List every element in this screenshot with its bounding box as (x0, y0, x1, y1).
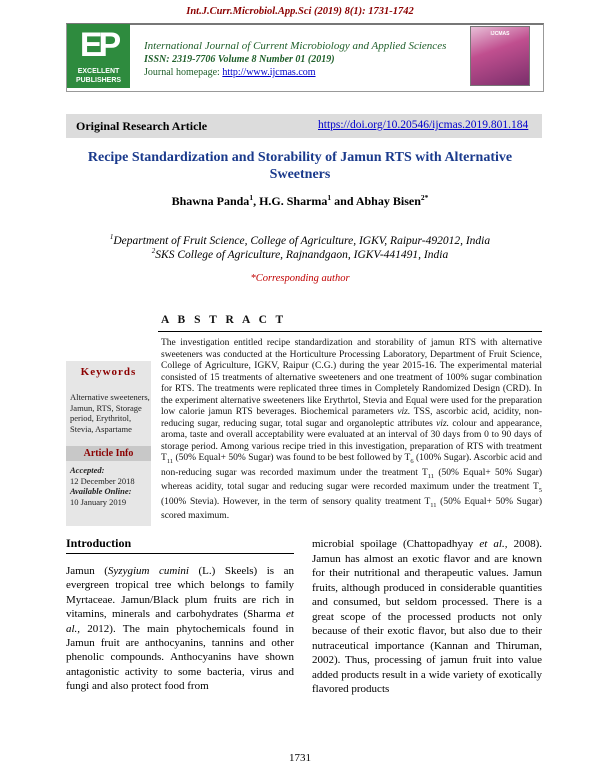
homepage-link[interactable]: http://www.ijcmas.com (222, 67, 316, 78)
journal-name: International Journal of Current Microbiology and Applied Sciences (144, 40, 447, 52)
article-type: Original Research Article (76, 119, 208, 133)
affiliation-text: SKS College of Agriculture, Rajnandgaon, IGKV-441491, India (155, 248, 449, 261)
journal-reference: Int.J.Curr.Microbiol.App.Sci (2019) 8(1): 1731-1742 (186, 6, 414, 17)
keywords-list: Alternative sweeteners, Jamun, RTS, Storage period, Erythritol, Stevia, Aspartame (70, 392, 150, 434)
article-title: Recipe Standardization and Storability of Jamun RTS with Alternative Sweetners (87, 150, 513, 182)
journal-cover-image (470, 26, 530, 86)
affiliation-text: Department of Fruit Science, College of Agriculture, IGKV, Raipur-492012, India (113, 234, 491, 247)
author-name: Abhay Bisen (355, 194, 421, 208)
cover-title: IJCMAS (490, 31, 510, 37)
logo-letters: EP (79, 26, 118, 64)
affiliation-2 (60, 247, 540, 261)
author-affiliation-mark: 2* (420, 193, 429, 202)
author-separator: and (331, 194, 356, 208)
introduction-heading: Introduction (66, 536, 132, 550)
keywords-heading: Keywords (80, 366, 137, 378)
author-affiliation-mark: 1 (327, 193, 332, 202)
affiliation-1 (60, 233, 540, 247)
abstract-text: The investigation entitled recipe standardization and storability of jamun RTS with alternative sweeteners was conducted at the Horticulture Processing Laboratory, Department of Fruit Science, College of Agriculture, IGKV, Raipur (C.G.) during the year 2015-16. The experimental material consisted of 15 treatments of alternative sweeteners and one treatment of 100% sugar combination for RTS. The treatments were replicated three times in Completely Randomized Design (CRD). In the experiment alternative sweeteners like Erythrtol, Stevia and Equal were used for the preparation low calorie jamun RTS beverages. Biochemical parameters viz. TSS, ascorbic acid, acidity, non-reducing sugar, reducing sugar, total sugar and organoleptic attributes viz. colour and appearance, aroma, taste and overall acceptability were evaluated at an interval of 30 days from 0 to 90 days of storage period. Among various recipe tried in this investigation, preparation of RTS with treatment $T_{11}$ (50% Equal+ 50% Sugar) was found to be best followed by $T_6$ (100% Sugar). Ascorbic acid and non-reducing sugar was recorded maximum under the treatment $T_{11}$ (50% Equal+ 50% Sugar) whereas acidity, total sugar and reducing sugar were recorded maximum under the treatment $T_5$ (100% Stevia). However, in the term of sensory quality treatment $T_{11}$ (50% Equal+ 50% Sugar) scored maximum. (161, 338, 542, 522)
abstract-heading: A B S T R A C T (161, 314, 287, 326)
affiliation-mark: 2 (151, 247, 156, 255)
homepage-label: Journal homepage: (144, 67, 223, 78)
article-info-heading: Article Info (66, 446, 151, 461)
online-date: 10 January 2019 (70, 496, 127, 507)
affiliation-mark: 1 (109, 233, 114, 241)
logo-line1: EXCELLENT (77, 68, 120, 75)
page-number: 1731 (289, 752, 311, 764)
article-info-dates (70, 465, 150, 507)
body-column-left: Jamun (Syzygium cumini (L.) Skeels) is an evergreen tropical tree which belongs to family Myrtaceae. Jamun/Black plum fruits are rich in vitamins, minerals and carbohydrates (Sharma et al., 2012). The main phytochemicals found in Jamun fruit are anthocyanins, tannins and other phenolic compounds. Anthocyanins have shown antagonistic activity to some bacteria, virus and fungi and also protect food from (66, 565, 294, 693)
body-column-right: microbial spoilage (Chattopadhyay et al., 2008). Jamun has almost an exotic flavor and are known for their nutritional and therapeutic values. Jamun fruits, although produced in considerable quantities and consumed, but seldom processed. There is a great scope of the processed products not only because of their exotic flavor, but also due to their nutraceutical importance (Kannan and Thiruman, 2002). Thus, processing of jamun fruit into value added products result in a wide variety of exotically flavored products (312, 538, 542, 695)
issn-line: ISSN: 2319-7706 Volume 8 Number 01 (2019) (144, 54, 335, 65)
accepted-label: Accepted: (70, 465, 105, 475)
introduction-divider (66, 553, 294, 554)
doi-link[interactable]: https://doi.org/10.20546/ijcmas.2019.801.184 (318, 119, 529, 131)
author-affiliation-mark: 1 (249, 193, 254, 202)
author-list (80, 193, 520, 209)
author-separator: , (253, 194, 260, 208)
author-name: Bhawna Panda (171, 194, 250, 208)
abstract-divider (158, 331, 542, 332)
author-name: H.G. Sharma (259, 194, 328, 208)
online-label: Available Online: (70, 486, 132, 496)
logo-line2: PUBLISHERS (75, 77, 122, 84)
accepted-date: 12 December 2018 (70, 475, 135, 486)
corresponding-author-note: *Corresponding author (250, 273, 350, 284)
journal-homepage (144, 67, 316, 78)
publisher-logo (67, 24, 130, 88)
